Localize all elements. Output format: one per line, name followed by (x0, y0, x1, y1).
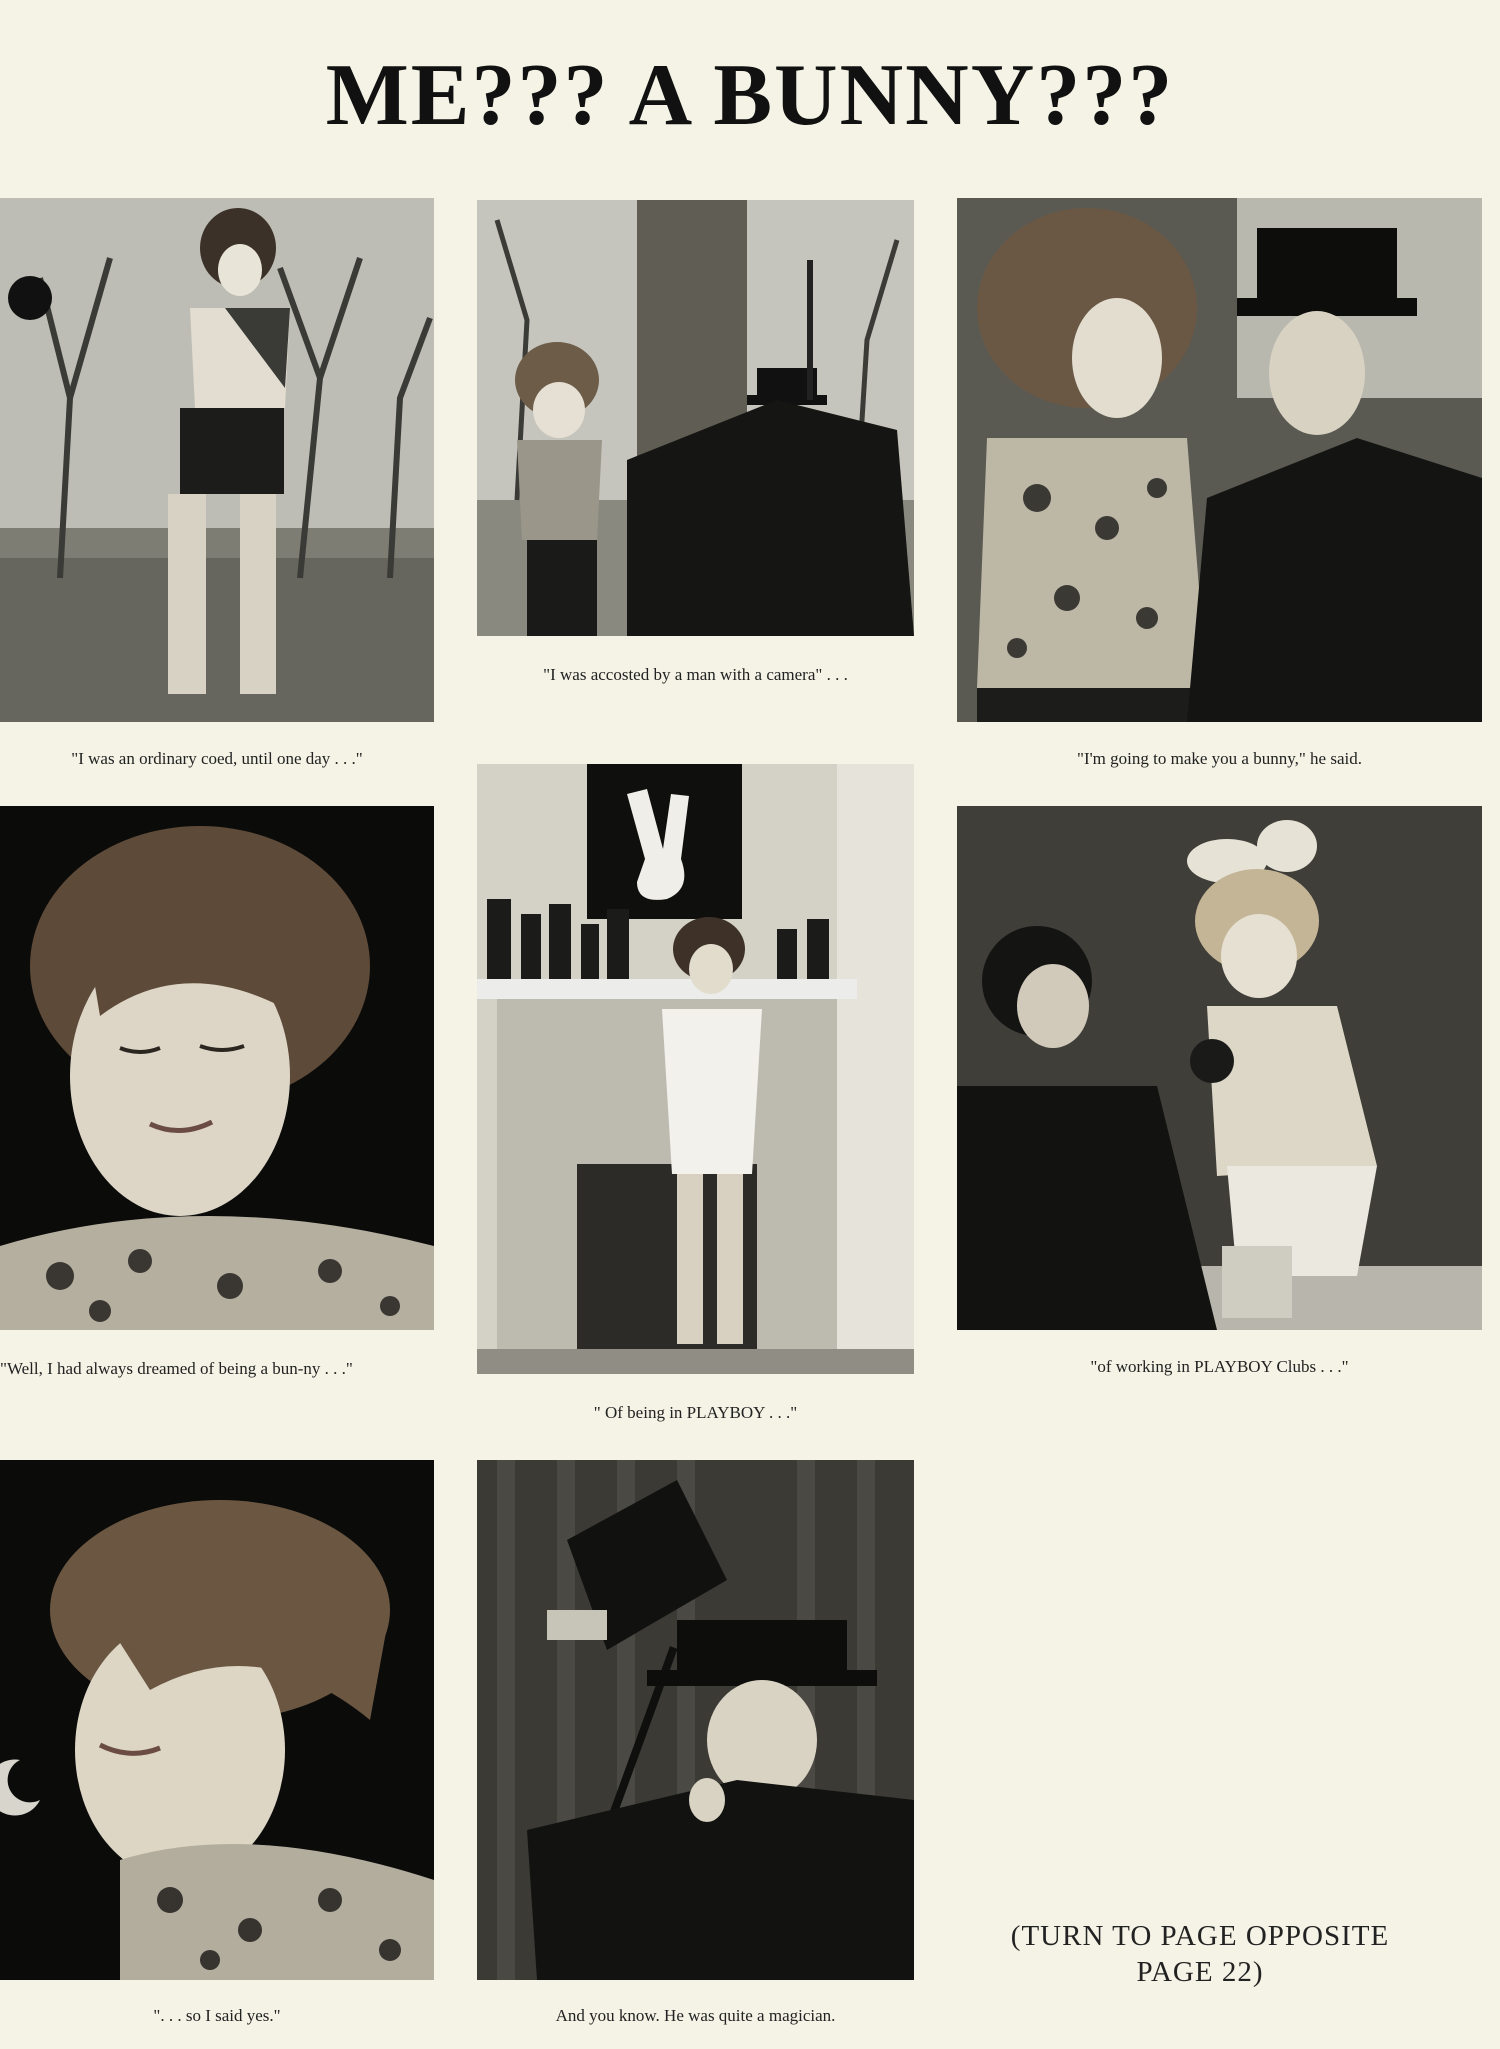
caption-photo-2: "I was accosted by a man with a camera" . . . (543, 665, 848, 684)
turn-page-note (980, 1918, 1420, 1990)
turn-page-line-1: (TURN TO PAGE OPPOSITE (1010, 1920, 1390, 1952)
photo-coed-portrait-smiling (0, 1460, 434, 1980)
caption-photo-8: And you know. He was quite a magician. (555, 2006, 836, 2025)
caption-photo-7: ". . . so I said yes." (153, 2006, 281, 2025)
caption-photo-3: "I'm going to make you a bunny," he said. (1077, 749, 1362, 768)
caption-photo-4: "Well, I had always dreamed of being a bun-ny . . ." (0, 1359, 353, 1378)
caption-photo-6: "of working in PLAYBOY Clubs . . ." (1090, 1357, 1349, 1376)
photo-coed-at-fireplace (477, 764, 914, 1374)
photo-man-behind-tree (477, 200, 914, 636)
photo-magician-with-camera (477, 1460, 914, 1980)
caption-photo-1: "I was an ordinary coed, until one day . . ." (71, 749, 363, 768)
photo-magician-whisper (957, 198, 1482, 722)
turn-page-line-2: PAGE 22) (1136, 1956, 1264, 1988)
photo-coed-portrait-eyes-closed (0, 806, 434, 1330)
caption-photo-5: " Of being in PLAYBOY . . ." (593, 1403, 798, 1422)
photo-coed-in-park (0, 198, 434, 722)
page-title: ME??? A BUNNY??? (325, 47, 1175, 144)
photo-bunny-serving-customer (957, 806, 1482, 1330)
